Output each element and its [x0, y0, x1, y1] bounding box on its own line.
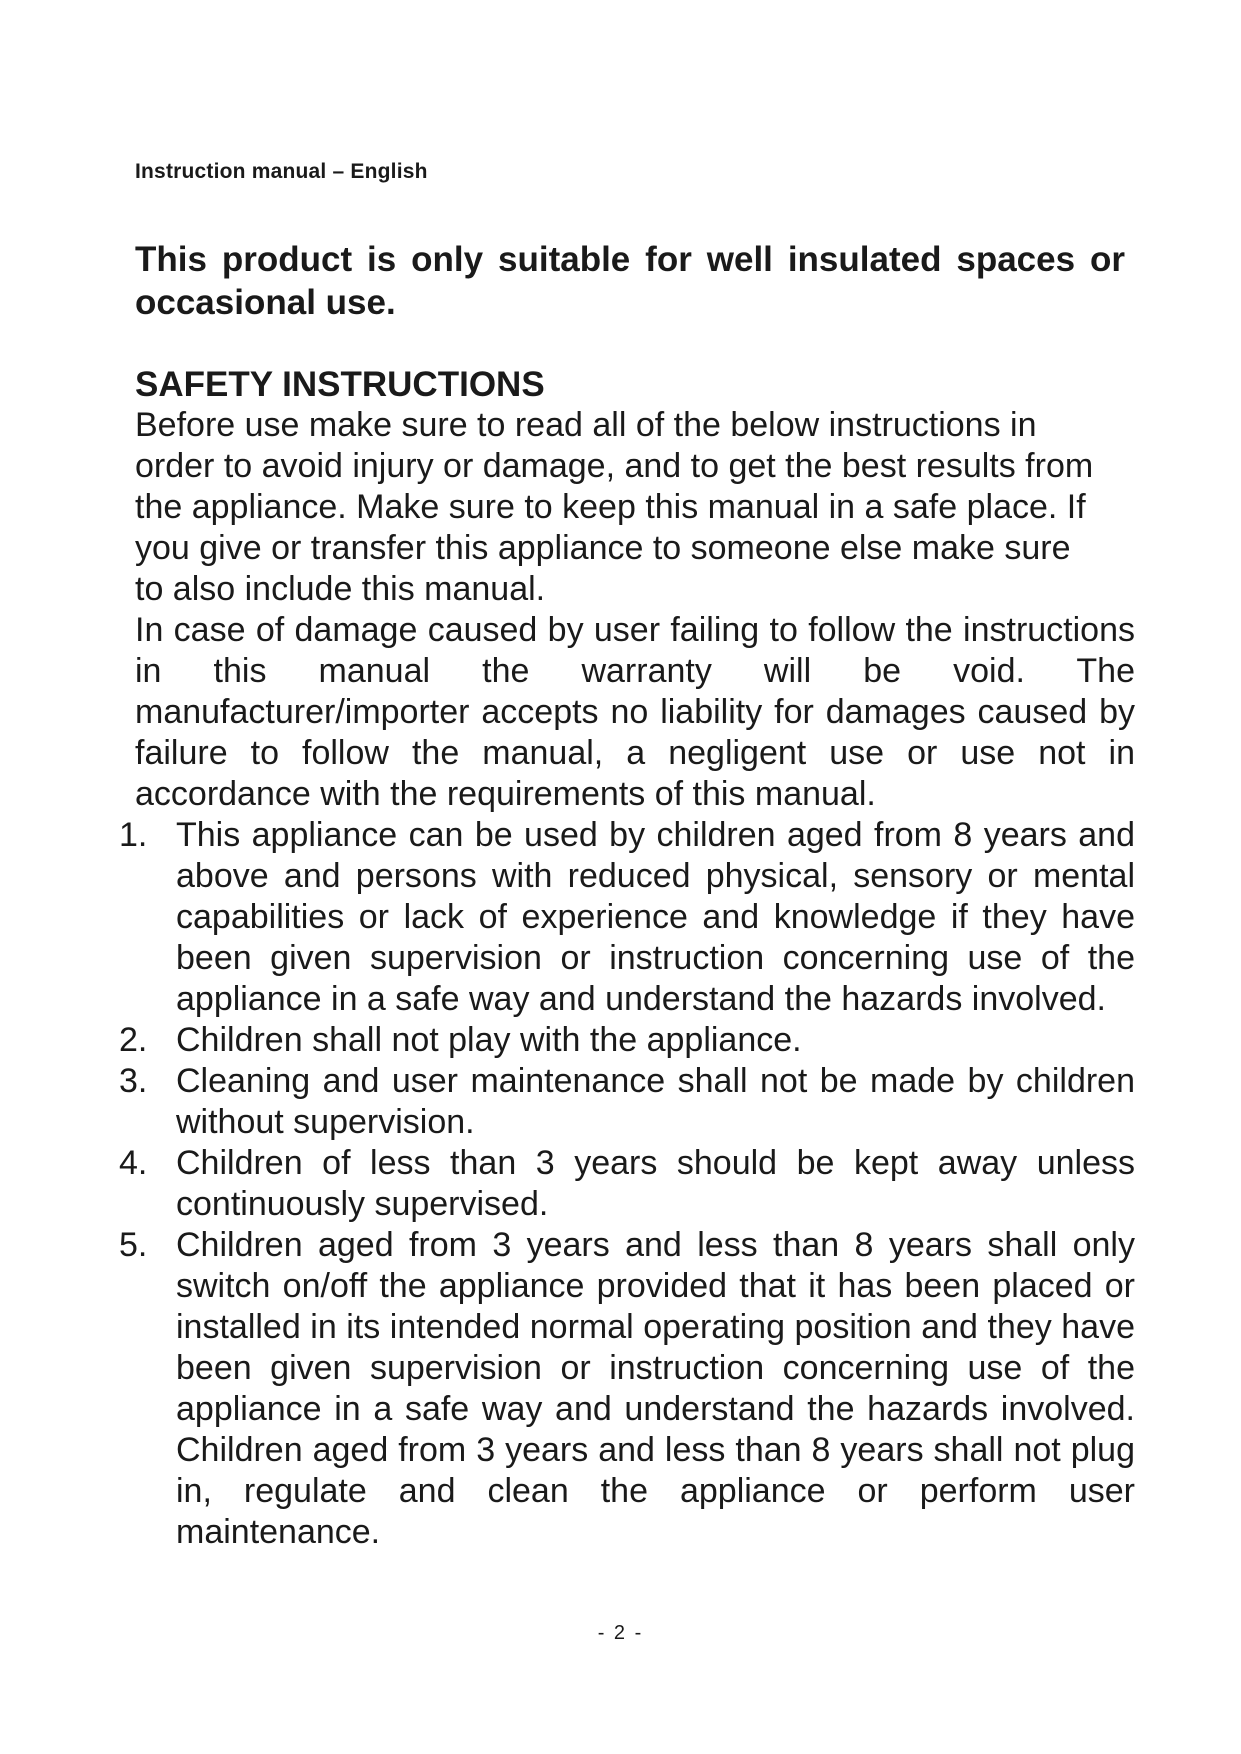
list-item-number: 3.: [119, 1062, 148, 1100]
safety-body: [119, 405, 1135, 1553]
running-header: Instruction manual – English: [135, 160, 428, 183]
list-item-text: Children aged from 3 years and less than 8 years shall only switch on/off the appliance provided that it has been placed or installed in its intended normal operating position and they have been given supervision or instruction concerning use of the appliance in a safe way and understand the hazards involved. Children aged from 3 years and less than 8 years shall not plug in, regulate and clean the appliance or perform user maintenance.: [176, 1226, 1135, 1551]
list-item-text: This appliance can be used by children aged from 8 years and above and persons with reduced physical, sensory or mental capabilities or lack of experience and knowledge if they have been given supervision or instruction concerning use of the appliance in a safe way and understand the hazards involved.: [176, 816, 1135, 1018]
section-title: SAFETY INSTRUCTIONS: [135, 365, 545, 404]
list-item: [119, 1225, 1135, 1553]
list-item: [119, 815, 1135, 1020]
warranty-paragraph: In case of damage caused by user failing to follow the instructions in this manual the warranty will be void. The manufacturer/importer accepts no liability for damages caused by failure to follow the manual, a negligent use or use not in accordance with the requirements of this manual.: [135, 611, 1135, 813]
instruction-list: [119, 815, 1135, 1553]
page-number: - 2 -: [597, 1622, 644, 1644]
list-item: [119, 1020, 1135, 1061]
list-item-text: Children shall not play with the appliance.: [176, 1021, 802, 1059]
list-item-text: Children of less than 3 years should be kept away unless continuously supervised.: [176, 1144, 1135, 1223]
list-item: [119, 1143, 1135, 1225]
list-item-number: 4.: [119, 1144, 148, 1182]
list-item: [119, 1061, 1135, 1143]
usage-notice: This product is only suitable for well insulated spaces or occasional use.: [135, 240, 1125, 322]
list-item-number: 1.: [119, 816, 148, 854]
list-item-text: Cleaning and user maintenance shall not be made by children without supervision.: [176, 1062, 1135, 1141]
list-item-number: 2.: [119, 1021, 148, 1059]
intro-paragraph: Before use make sure to read all of the below instructions in order to avoid injury or damage, and to get the best results from the appliance. Make sure to keep this manual in a safe place. If you give or transfer this appliance to someone else make sure to also include this manual.: [135, 406, 1094, 608]
list-item-number: 5.: [119, 1226, 148, 1264]
